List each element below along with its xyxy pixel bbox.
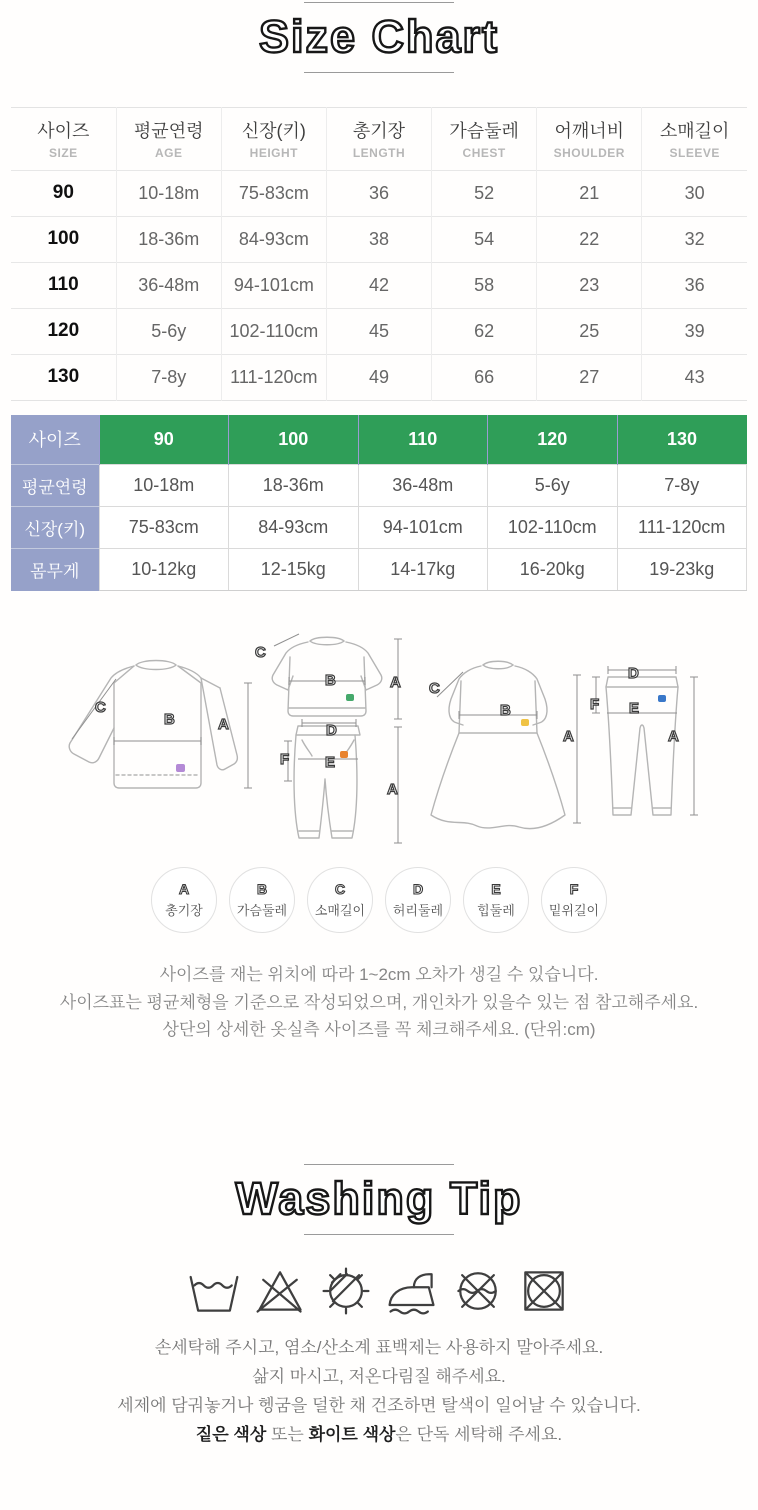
measure-legend-item: [151, 867, 217, 933]
column-label-ko: 가슴둘레: [449, 120, 519, 141]
size-column-header: [11, 107, 116, 170]
spec-value: 5-6y: [488, 465, 618, 507]
spec-row-label: 몸무게: [11, 549, 99, 591]
spec-value: 7-8y: [617, 465, 747, 507]
washing-note-line: 손세탁해 주시고, 염소/산소계 표백제는 사용하지 말아주세요.: [154, 1337, 604, 1357]
spec-table-row: [11, 507, 747, 549]
spec-value: 102-110cm: [488, 507, 618, 549]
column-label-en: CHEST: [462, 145, 506, 160]
washing-icons-row: [0, 1263, 758, 1319]
leggings-diagram: [586, 665, 704, 837]
measure-value: 54: [432, 216, 537, 262]
measure-value: 49: [326, 354, 431, 400]
measure-value: 38: [326, 216, 431, 262]
column-label-ko: 사이즈: [37, 120, 90, 141]
dress-length-label: A: [563, 728, 574, 745]
washing-title: Washing Tip: [235, 1173, 523, 1225]
legend-label: 밑위길이: [548, 902, 600, 918]
measure-value: 62: [432, 308, 537, 354]
column-label-en: AGE: [154, 145, 183, 160]
leggings-hip-label: E: [629, 700, 640, 717]
column-label-en: SIZE: [48, 145, 78, 160]
size-value: 130: [11, 354, 116, 400]
size-note-line: 사이즈를 재는 위치에 따라 1~2cm 오차가 생길 수 있습니다.: [159, 965, 599, 984]
size-column-header: [326, 107, 431, 170]
spec-value: 10-12kg: [99, 549, 229, 591]
suit-hip-label: E: [325, 754, 336, 771]
legend-letter: E: [491, 880, 501, 897]
spec-value: 36-48m: [358, 465, 488, 507]
size-table-head: [11, 107, 747, 170]
size-note-line: 사이즈표는 평균체형을 기준으로 작성되었으며, 개인차가 있을수 있는 점 참고해주세요.: [59, 992, 699, 1012]
dress-sleeve-label: C: [429, 680, 440, 697]
suit-pants-length-label: A: [387, 781, 398, 798]
spec-size-header: 130: [617, 415, 747, 465]
measure-value: 21: [537, 170, 642, 216]
no-tumble-dry-icon: [516, 1263, 572, 1319]
spec-value: 10-18m: [99, 465, 229, 507]
suit-rise-label: F: [280, 751, 290, 768]
white-color-bold: 화이트 색상: [308, 1425, 396, 1445]
bear-patch-purple: [176, 764, 185, 772]
spec-row-label: 평균연령: [11, 465, 99, 507]
spec-table-row: [11, 465, 747, 507]
bear-patch-green: [346, 694, 354, 701]
size-table-body: [11, 170, 747, 400]
bear-patch-yellow: [521, 719, 529, 726]
measure-value: 42: [326, 262, 431, 308]
measure-legend: [0, 867, 758, 933]
size-value: 100: [11, 216, 116, 262]
no-dryclean-icon: [450, 1263, 506, 1319]
spec-value: 18-36m: [229, 465, 359, 507]
size-table-row: [11, 262, 747, 308]
spec-value: 14-17kg: [358, 549, 488, 591]
title-bottom-line: [304, 72, 454, 73]
measure-value: 22: [537, 216, 642, 262]
measure-value: 84-93cm: [221, 216, 326, 262]
size-note-line: 상단의 상세한 옷실측 사이즈를 꼭 체크해주세요. (단위:cm): [162, 1020, 596, 1040]
spec-value: 12-15kg: [229, 549, 359, 591]
spec-size-header: 90: [99, 415, 229, 465]
column-label-ko: 어깨너비: [554, 120, 625, 141]
spec-table: [11, 415, 747, 592]
column-label-ko: 신장(키): [241, 120, 306, 141]
washing-notes: [0, 1333, 758, 1450]
size-value: 90: [11, 170, 116, 216]
size-table: [11, 107, 747, 401]
size-value: 120: [11, 308, 116, 354]
note-text: 은 단독 세탁해 주세요.: [395, 1425, 563, 1445]
spec-value: 16-20kg: [488, 549, 618, 591]
column-label-ko: 총기장: [352, 120, 406, 141]
no-bleach-icon: [252, 1263, 308, 1319]
legend-letter: A: [178, 880, 190, 897]
legend-letter: F: [569, 880, 579, 897]
bear-patch-orange: [340, 751, 348, 758]
measure-legend-item: [541, 867, 607, 933]
washing-note-line: 삶지 마시고, 저온다림질 해주세요.: [252, 1366, 506, 1386]
tee-sleeve-label: C: [95, 699, 106, 716]
iron-low-icon: [384, 1263, 440, 1319]
measure-value: 39: [642, 308, 747, 354]
measure-value: 18-36m: [116, 216, 221, 262]
handwash-icon: [186, 1263, 242, 1319]
size-column-header: [221, 107, 326, 170]
size-notes: [0, 961, 758, 1044]
measure-value: 102-110cm: [221, 308, 326, 354]
suit-top-length-label: A: [390, 674, 401, 691]
measure-value: 23: [537, 262, 642, 308]
measurement-diagrams: [0, 627, 758, 861]
legend-letter: B: [256, 880, 268, 897]
measure-value: 36: [326, 170, 431, 216]
legend-letter: D: [412, 880, 424, 897]
legend-label: 가슴둘레: [236, 902, 288, 918]
measure-value: 66: [432, 354, 537, 400]
washing-header: [0, 1164, 758, 1235]
column-label-en: HEIGHT: [249, 145, 299, 160]
measure-value: 27: [537, 354, 642, 400]
washing-note-line-bold: [0, 1420, 758, 1449]
size-column-header: [537, 107, 642, 170]
measure-value: 10-18m: [116, 170, 221, 216]
column-label-ko: 소매길이: [659, 120, 730, 141]
spec-value: 94-101cm: [358, 507, 488, 549]
legend-label: 소매길이: [314, 902, 366, 918]
size-table-row: [11, 170, 747, 216]
spec-value: 84-93cm: [229, 507, 359, 549]
spec-size-header: 120: [488, 415, 618, 465]
leggings-rise-label: F: [590, 696, 600, 713]
shade-dry-icon: [318, 1263, 374, 1319]
legend-label: 허리둘레: [392, 902, 444, 918]
spec-table-body: [11, 465, 747, 591]
dark-color-bold: 짙은 색상: [195, 1425, 267, 1445]
tee-chest-label: B: [164, 711, 175, 728]
leggings-length-label: A: [668, 728, 679, 745]
column-label-ko: 평균연령: [133, 120, 204, 141]
column-label-en: SLEEVE: [669, 145, 720, 160]
suit-sleeve-label: C: [255, 644, 266, 661]
spec-size-header: 110: [358, 415, 488, 465]
spec-row-label: 신장(키): [11, 507, 99, 549]
measure-legend-item: [385, 867, 451, 933]
measure-value: 43: [642, 354, 747, 400]
dress-chest-label: B: [500, 702, 511, 719]
spec-size-header: 100: [229, 415, 359, 465]
measure-value: 5-6y: [116, 308, 221, 354]
spec-value: 19-23kg: [617, 549, 747, 591]
size-value: 110: [11, 262, 116, 308]
washing-title-bottom-line: [304, 1234, 454, 1235]
measure-legend-item: [463, 867, 529, 933]
size-column-header: [432, 107, 537, 170]
bear-patch-blue: [658, 695, 666, 702]
washing-note-line: 세제에 담궈놓거나 헹굼을 덜한 채 건조하면 탈색이 일어날 수 있습니다.: [117, 1396, 641, 1416]
spec-value: 75-83cm: [99, 507, 229, 549]
size-table-row: [11, 354, 747, 400]
size-column-header: [642, 107, 747, 170]
column-label-en: LENGTH: [352, 145, 406, 160]
size-table-header-row: [11, 107, 747, 170]
legend-label: 힙둘레: [477, 902, 515, 918]
sweatsuit-diagram: [246, 631, 406, 855]
spec-corner-cell: 사이즈: [11, 415, 99, 465]
measure-value: 7-8y: [116, 354, 221, 400]
measure-value: 36: [642, 262, 747, 308]
tee-length-label: A: [218, 716, 229, 733]
spec-table-header-row: [11, 415, 747, 465]
size-column-header: [116, 107, 221, 170]
measure-value: 75-83cm: [221, 170, 326, 216]
spec-value: 111-120cm: [617, 507, 747, 549]
size-table-row: [11, 308, 747, 354]
suit-chest-label: B: [325, 672, 336, 689]
spec-table-head: [11, 415, 747, 465]
measure-value: 25: [537, 308, 642, 354]
measure-legend-item: [307, 867, 373, 933]
measure-value: 32: [642, 216, 747, 262]
size-chart-header: [0, 0, 758, 73]
measure-value: 52: [432, 170, 537, 216]
legend-label: 총기장: [165, 902, 203, 918]
measure-value: 45: [326, 308, 431, 354]
measure-value: 30: [642, 170, 747, 216]
leggings-waist-label: D: [628, 665, 639, 682]
washing-section: [0, 1164, 758, 1449]
measure-value: 36-48m: [116, 262, 221, 308]
legend-letter: C: [334, 880, 346, 897]
measure-value: 58: [432, 262, 537, 308]
note-text: 또는: [266, 1425, 309, 1445]
measure-legend-item: [229, 867, 295, 933]
measure-value: 111-120cm: [221, 354, 326, 400]
column-label-en: SHOULDER: [553, 145, 625, 160]
spec-table-row: [11, 549, 747, 591]
size-chart-title: Size Chart: [258, 11, 500, 62]
measure-value: 94-101cm: [221, 262, 326, 308]
size-table-row: [11, 216, 747, 262]
suit-waist-label: D: [326, 722, 337, 739]
